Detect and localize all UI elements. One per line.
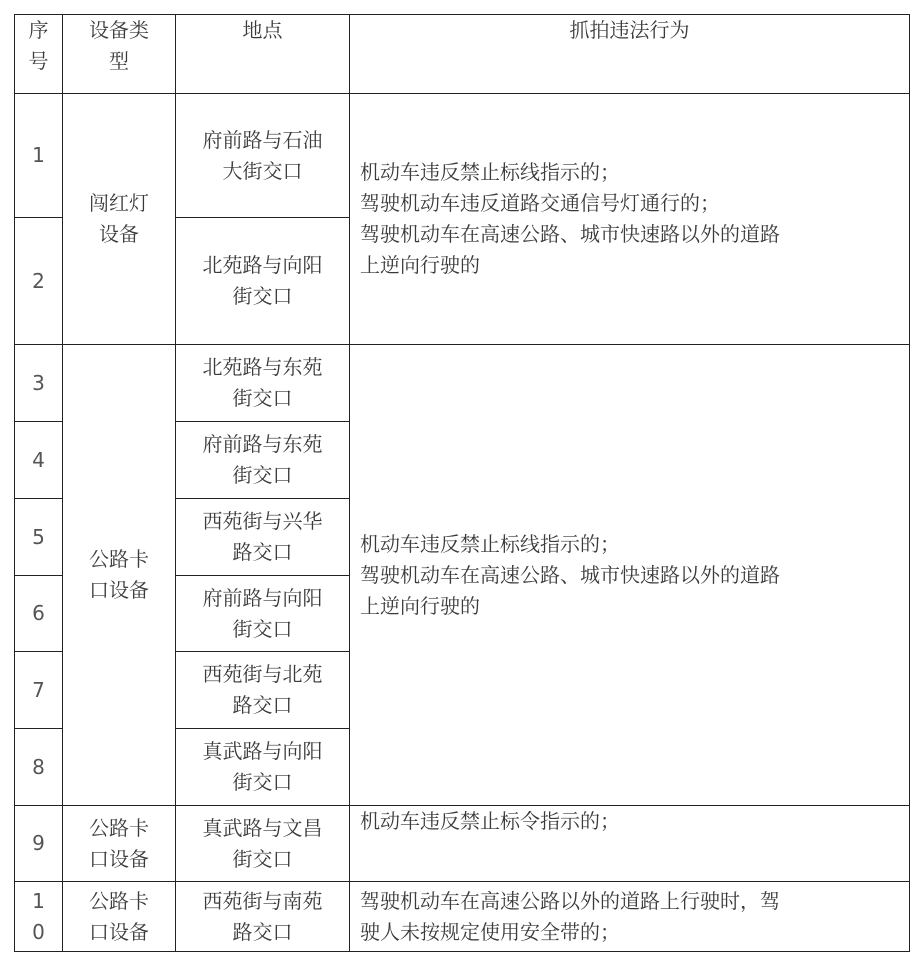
table-row (15, 806, 910, 882)
location-cell: 真武路与文昌 街交口 (176, 806, 350, 882)
header-row (15, 15, 910, 94)
device-type-cell: 公路卡 口设备 (63, 806, 176, 882)
location-cell: 北苑路与向阳 街交口 (176, 218, 350, 345)
location-cell: 府前路与石油 大街交口 (176, 94, 350, 218)
behavior-cell: 机动车违反禁止标线指示的； 驾驶机动车违反道路交通信号灯通行的； 驾驶机动车在高速公路、城市快速路以外的道路 上逆向行驶的 (350, 94, 910, 345)
location-cell: 府前路与东苑 街交口 (176, 422, 350, 499)
behavior-cell: 驾驶机动车在高速公路以外的道路上行驶时，驾 驶人未按规定使用安全带的； (350, 882, 910, 952)
row-number: 6 (15, 576, 63, 652)
row-number: 5 (15, 499, 63, 576)
row-number: 7 (15, 652, 63, 729)
device-type-cell: 公路卡 口设备 (63, 882, 176, 952)
table-row (15, 882, 910, 952)
device-type-cell: 公路卡 口设备 (63, 345, 176, 806)
header-seq: 序 号 (15, 15, 63, 94)
header-location: 地点 (176, 15, 350, 94)
table-row (15, 94, 910, 218)
row-number: 8 (15, 729, 63, 806)
behavior-cell: 机动车违反禁止标令指示的； (350, 806, 910, 882)
row-number: 3 (15, 345, 63, 422)
location-cell: 真武路与向阳 街交口 (176, 729, 350, 806)
header-behavior: 抓拍违法行为 (350, 15, 910, 94)
location-cell: 西苑街与兴华 路交口 (176, 499, 350, 576)
behavior-cell: 机动车违反禁止标线指示的； 驾驶机动车在高速公路、城市快速路以外的道路 上逆向行驶的 (350, 345, 910, 806)
table-row (15, 345, 910, 422)
row-number: 1 0 (15, 882, 63, 952)
location-cell: 北苑路与东苑 街交口 (176, 345, 350, 422)
location-cell: 府前路与向阳 街交口 (176, 576, 350, 652)
location-cell: 西苑街与北苑 路交口 (176, 652, 350, 729)
header-type: 设备类 型 (63, 15, 176, 94)
location-cell: 西苑街与南苑 路交口 (176, 882, 350, 952)
row-number: 1 (15, 94, 63, 218)
row-number: 2 (15, 218, 63, 345)
row-number: 9 (15, 806, 63, 882)
device-type-cell: 闯红灯 设备 (63, 94, 176, 345)
violation-table (14, 14, 910, 952)
row-number: 4 (15, 422, 63, 499)
